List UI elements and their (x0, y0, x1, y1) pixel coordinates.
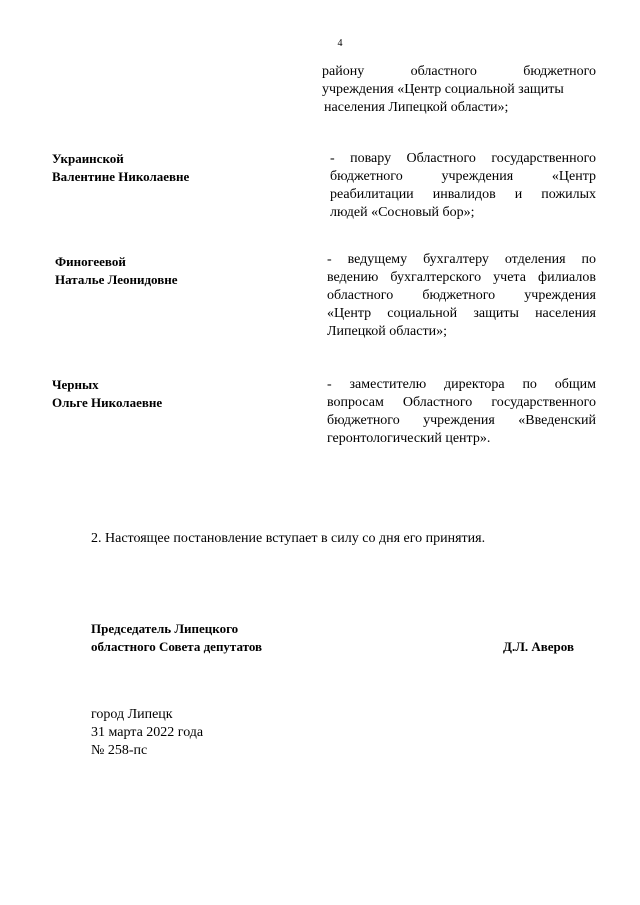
description-line: вопросам Областного государственного (327, 395, 596, 410)
description-line: Липецкой области»; (327, 324, 447, 339)
recipient-name (52, 150, 189, 186)
signature-title-line: областного Совета депутатов (91, 639, 263, 654)
description-line: ведению бухгалтерского учета филиалов (327, 270, 596, 285)
description-line: населения Липецкой области»; (324, 100, 509, 115)
entry-description (327, 251, 596, 341)
name-line: Украинской (52, 151, 124, 166)
entry-description (330, 150, 596, 222)
name-line: Ольге Николаевне (52, 395, 163, 410)
name-line: Валентине Николаевне (52, 169, 190, 184)
description-line: учреждения «Центр социальной защиты (322, 82, 564, 97)
page-number: 4 (337, 38, 343, 49)
effective-date-paragraph: 2. Настоящее постановление вступает в силу со дня его принятия. (91, 531, 486, 546)
recipient-name (55, 253, 178, 289)
footer-date: 31 марта 2022 года (91, 725, 204, 740)
name-line: Наталье Леонидовне (55, 272, 178, 287)
entry-description (322, 63, 596, 117)
description-line: бюджетного учреждения «Введенский (327, 413, 596, 428)
description-line: реабилитации инвалидов и пожилых (330, 187, 596, 202)
description-line: - заместителю директора по общим (327, 377, 596, 392)
description-line: областного бюджетного учреждения (327, 288, 596, 303)
description-line: бюджетного учреждения «Центр (330, 169, 596, 184)
recipient-name (52, 376, 162, 412)
footer-city: город Липецк (91, 707, 173, 722)
description-line: «Центр социальной защиты населения (327, 306, 596, 321)
description-line: людей «Сосновый бор»; (330, 205, 475, 220)
footer-number: № 258-пс (91, 743, 148, 758)
signer-name: Д.Л. Аверов (503, 639, 574, 654)
signature-title-line: Председатель Липецкого (91, 621, 239, 636)
entry-description (327, 376, 596, 448)
document-footer (91, 706, 203, 760)
description-line: - повару Областного государственного (330, 151, 596, 166)
name-line: Финогеевой (55, 254, 126, 269)
description-line: району областного бюджетного (322, 64, 596, 79)
description-line: - ведущему бухгалтеру отделения по (327, 252, 596, 267)
description-line: геронтологический центр». (327, 431, 491, 446)
name-line: Черных (52, 377, 99, 392)
